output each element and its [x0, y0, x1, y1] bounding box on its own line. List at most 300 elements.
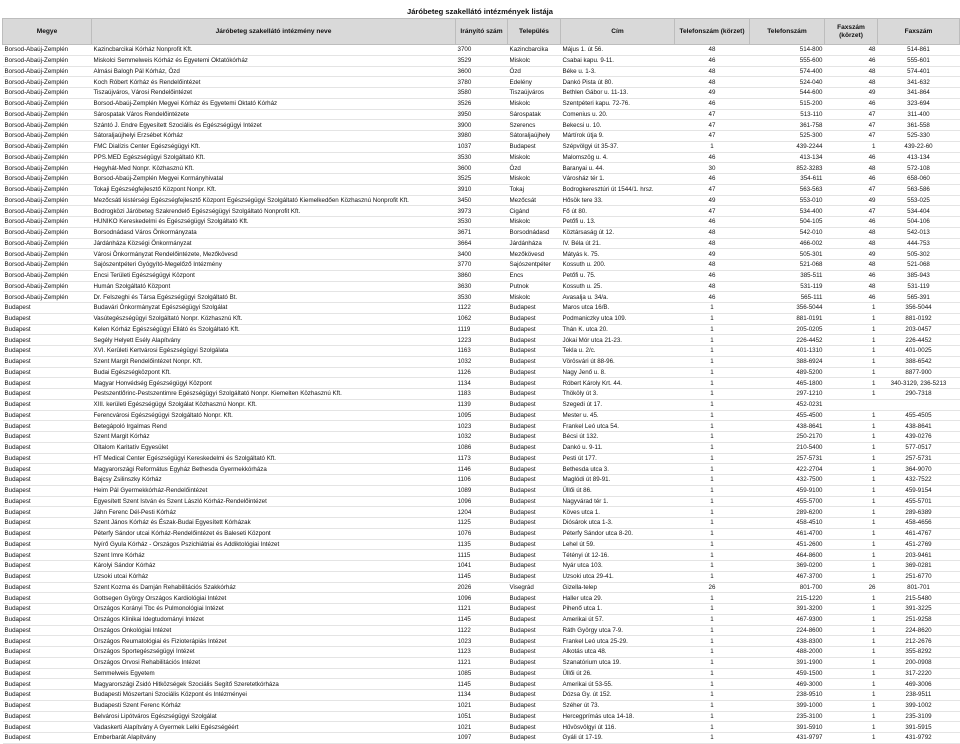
cell-telefon: 469-3000 [750, 679, 825, 690]
cell-telefon: 235-3100 [750, 711, 825, 722]
cell-telefon-korzet: 49 [675, 88, 750, 99]
cell-megye: Borsod-Abaúj-Zemplén [3, 109, 92, 120]
cell-fax-korzet: 49 [825, 249, 878, 260]
cell-fax-korzet: 1 [825, 324, 878, 335]
cell-telefon-korzet: 1 [675, 733, 750, 744]
cell-iranyitoszam: 3450 [456, 195, 508, 206]
cell-intezmeny: HUNIKO Kereskedelmi és Egészségügyi Szolgáltató Kft. [92, 217, 456, 228]
cell-fax: 565-391 [878, 292, 960, 303]
cell-intezmeny: Betegápoló Irgalmas Rend [92, 421, 456, 432]
cell-fax-korzet: 1 [825, 679, 878, 690]
cell-cim: Lehel út 59. [561, 539, 675, 550]
cell-fax-korzet: 1 [825, 700, 878, 711]
cell-telefon-korzet: 1 [675, 604, 750, 615]
cell-telefon: 361-758 [750, 120, 825, 131]
cell-telefon: 801-700 [750, 582, 825, 593]
header-cim: Cím [561, 19, 675, 45]
cell-iranyitoszam: 1106 [456, 475, 508, 486]
cell-megye: Borsod-Abaúj-Zemplén [3, 88, 92, 99]
cell-telefon: 369-0200 [750, 561, 825, 572]
cell-intezmeny: Jáhn Ferenc Dél-Pesti Kórház [92, 507, 456, 518]
cell-megye: Borsod-Abaúj-Zemplén [3, 163, 92, 174]
cell-cim: Maros utca 16/B. [561, 303, 675, 314]
cell-telepules: Budapest [508, 507, 561, 518]
table-row [3, 518, 960, 529]
cell-telefon: 542-010 [750, 227, 825, 238]
table-row [3, 109, 960, 120]
cell-telefon-korzet: 48 [675, 281, 750, 292]
cell-intezmeny: Szántó J. Endre Egyesített Szociális és Egészségügyi Intézet [92, 120, 456, 131]
table-row [3, 442, 960, 453]
cell-megye: Budapest [3, 421, 92, 432]
cell-telefon-korzet: 1 [675, 625, 750, 636]
cell-telefon: 210-5400 [750, 442, 825, 453]
cell-cim: Malomszög u. 4. [561, 152, 675, 163]
cell-telefon: 563-563 [750, 184, 825, 195]
table-row [3, 260, 960, 271]
cell-megye: Borsod-Abaúj-Zemplén [3, 184, 92, 195]
table-row [3, 131, 960, 142]
cell-fax: 341-864 [878, 88, 960, 99]
cell-intezmeny: Dr. Felszeghi és Társa Egészségügyi Szolgáltató Bt. [92, 292, 456, 303]
cell-fax-korzet: 1 [825, 442, 878, 453]
cell-telefon: 461-4700 [750, 528, 825, 539]
cell-telefon: 439-2244 [750, 141, 825, 152]
cell-cim: Róbert Károly Krt. 44. [561, 378, 675, 389]
table-row [3, 625, 960, 636]
table-row [3, 571, 960, 582]
cell-telefon: 455-5700 [750, 496, 825, 507]
cell-fax-korzet: 47 [825, 206, 878, 217]
cell-telefon: 451-2600 [750, 539, 825, 550]
cell-telepules: Budapest [508, 389, 561, 400]
cell-telefon: 391-5910 [750, 722, 825, 733]
cell-telefon-korzet: 1 [675, 303, 750, 314]
table-row [3, 217, 960, 228]
cell-telefon: 521-068 [750, 260, 825, 271]
cell-telepules: Budapest [508, 625, 561, 636]
cell-telepules: Edelény [508, 77, 561, 88]
cell-telefon: 224-8600 [750, 625, 825, 636]
cell-fax: 542-013 [878, 227, 960, 238]
cell-telefon-korzet: 1 [675, 496, 750, 507]
table-row [3, 539, 960, 550]
cell-telepules: Budapest [508, 593, 561, 604]
table-row [3, 378, 960, 389]
cell-telefon-korzet: 1 [675, 668, 750, 679]
cell-megye: Budapest [3, 550, 92, 561]
cell-intezmeny: Nyírő Gyula Kórház - Országos Pszichiátriai és Addiktológiai Intézet [92, 539, 456, 550]
cell-intezmeny: Szent Margit Kórház [92, 432, 456, 443]
cell-cim: Dózsa Gy. út 152. [561, 690, 675, 701]
cell-fax-korzet: 1 [825, 367, 878, 378]
cell-intezmeny: Budapesti Szent Ferenc Kórház [92, 700, 456, 711]
cell-cim: Péterfy Sándor utca 8-20. [561, 528, 675, 539]
cell-telefon-korzet: 1 [675, 593, 750, 604]
cell-cim: Petőfi u. 13. [561, 217, 675, 228]
cell-cim: Alkotás utca 48. [561, 647, 675, 658]
cell-telefon-korzet: 46 [675, 292, 750, 303]
cell-telepules: Miskolc [508, 292, 561, 303]
cell-telefon-korzet: 48 [675, 45, 750, 56]
cell-telefon-korzet: 1 [675, 313, 750, 324]
cell-cim: Pesti út 177. [561, 453, 675, 464]
cell-telefon-korzet: 1 [675, 324, 750, 335]
table-row [3, 88, 960, 99]
cell-cim: Vörösvári út 88-96. [561, 356, 675, 367]
cell-cim: Nyár utca 103. [561, 561, 675, 572]
cell-cim: Mester u. 45. [561, 410, 675, 421]
cell-telefon-korzet: 1 [675, 464, 750, 475]
page-title: Járóbeteg szakellátó intézmények listája [406, 7, 554, 16]
cell-iranyitoszam: 3600 [456, 163, 508, 174]
header-iranyitoszam: Irányító szám [456, 19, 508, 45]
cell-intezmeny: Országos Reumatológiai és Fizioterápiás Intézet [92, 636, 456, 647]
cell-intezmeny: Oltalom Karitatív Egyesület [92, 442, 456, 453]
cell-fax: 311-400 [878, 109, 960, 120]
cell-fax: 525-330 [878, 131, 960, 142]
cell-telepules: Budapest [508, 432, 561, 443]
cell-fax: 226-4452 [878, 335, 960, 346]
table-row [3, 550, 960, 561]
cell-cim: Jókai Mór utca 21-23. [561, 335, 675, 346]
table-row [3, 507, 960, 518]
cell-telepules: Budapest [508, 614, 561, 625]
cell-telefon: 544-600 [750, 88, 825, 99]
table-row [3, 281, 960, 292]
cell-telefon: 399-1000 [750, 700, 825, 711]
table-row [3, 227, 960, 238]
cell-megye: Budapest [3, 356, 92, 367]
table-row [3, 421, 960, 432]
cell-fax-korzet: 47 [825, 109, 878, 120]
cell-megye: Borsod-Abaúj-Zemplén [3, 227, 92, 238]
cell-telefon: 438-8641 [750, 421, 825, 432]
cell-fax-korzet: 1 [825, 378, 878, 389]
cell-iranyitoszam: 3780 [456, 77, 508, 88]
cell-telefon: 534-400 [750, 206, 825, 217]
header-intezmeny: Járóbeteg szakellátó intézmény neve [92, 19, 456, 45]
cell-telefon: 215-1220 [750, 593, 825, 604]
table-row [3, 657, 960, 668]
table-row [3, 647, 960, 658]
cell-fax: 451-2769 [878, 539, 960, 550]
cell-fax-korzet: 49 [825, 88, 878, 99]
cell-telepules: Budapest [508, 464, 561, 475]
cell-telefon-korzet: 1 [675, 614, 750, 625]
cell-fax-korzet: 46 [825, 174, 878, 185]
cell-telefon: 488-2000 [750, 647, 825, 658]
cell-megye: Budapest [3, 410, 92, 421]
cell-fax-korzet: 1 [825, 421, 878, 432]
cell-iranyitoszam: 1135 [456, 539, 508, 550]
cell-iranyitoszam: 1095 [456, 410, 508, 421]
cell-iranyitoszam: 1121 [456, 657, 508, 668]
cell-megye: Budapest [3, 657, 92, 668]
cell-telefon: 401-1310 [750, 346, 825, 357]
cell-telepules: Budapest [508, 647, 561, 658]
cell-fax-korzet: 1 [825, 496, 878, 507]
cell-iranyitoszam: 3973 [456, 206, 508, 217]
cell-intezmeny: Magyar Honvédség Egészségügyi Központ [92, 378, 456, 389]
cell-intezmeny: Bodrogközi Járóbeteg Szakrendelő Egészségügyi Szolgáltató Nonprofit Kft. [92, 206, 456, 217]
cell-fax [878, 399, 960, 410]
cell-telefon-korzet: 1 [675, 356, 750, 367]
cell-telefon: 565-111 [750, 292, 825, 303]
cell-intezmeny: Szent Kozma és Damján Rehabilitációs Szakkórház [92, 582, 456, 593]
cell-megye: Budapest [3, 432, 92, 443]
cell-fax: 577-0517 [878, 442, 960, 453]
cell-telefon: 459-1500 [750, 668, 825, 679]
cell-cim: Kossuth u. 25. [561, 281, 675, 292]
cell-intezmeny: HT Medical Center Egészségügyi Kereskedelmi és Szolgáltató Kft. [92, 453, 456, 464]
table-row [3, 270, 960, 281]
cell-megye: Budapest [3, 636, 92, 647]
table-row [3, 184, 960, 195]
cell-telefon-korzet: 1 [675, 399, 750, 410]
cell-iranyitoszam: 3526 [456, 98, 508, 109]
cell-telefon-korzet: 1 [675, 507, 750, 518]
cell-fax-korzet: 1 [825, 346, 878, 357]
cell-fax-korzet: 48 [825, 45, 878, 56]
cell-megye: Budapest [3, 378, 92, 389]
table-row [3, 238, 960, 249]
cell-megye: Borsod-Abaúj-Zemplén [3, 98, 92, 109]
cell-fax-korzet: 46 [825, 270, 878, 281]
cell-iranyitoszam: 1145 [456, 614, 508, 625]
cell-telepules: Budapest [508, 550, 561, 561]
table-row [3, 464, 960, 475]
cell-fax-korzet: 1 [825, 475, 878, 486]
cell-cim: Petőfi u. 75. [561, 270, 675, 281]
cell-telefon: 515-200 [750, 98, 825, 109]
cell-iranyitoszam: 1085 [456, 668, 508, 679]
cell-intezmeny: Vadaskerti Alapítvány A Gyermek Lelki Egészségéért [92, 722, 456, 733]
cell-megye: Borsod-Abaúj-Zemplén [3, 45, 92, 56]
cell-cim: Mátyás k. 75. [561, 249, 675, 260]
cell-fax-korzet: 1 [825, 389, 878, 400]
cell-telepules: Budapest [508, 453, 561, 464]
cell-megye: Budapest [3, 335, 92, 346]
cell-fax-korzet: 1 [825, 647, 878, 658]
cell-telepules: Mezőcsát [508, 195, 561, 206]
cell-intezmeny: Heim Pál Gyermekkórház-Rendelőintézet [92, 485, 456, 496]
table-row [3, 722, 960, 733]
header-fax: Faxszám [878, 19, 960, 45]
cell-fax: 432-7522 [878, 475, 960, 486]
cell-fax-korzet: 1 [825, 313, 878, 324]
cell-fax: 801-701 [878, 582, 960, 593]
table-row [3, 55, 960, 66]
cell-fax: 391-3225 [878, 604, 960, 615]
cell-telepules: Budapest [508, 561, 561, 572]
table-row [3, 389, 960, 400]
cell-fax: 224-8620 [878, 625, 960, 636]
cell-telefon: 466-002 [750, 238, 825, 249]
cell-fax-korzet: 1 [825, 733, 878, 744]
cell-megye: Budapest [3, 604, 92, 615]
cell-megye: Budapest [3, 582, 92, 593]
cell-intezmeny: Országos Sportegészségügyi Intézet [92, 647, 456, 658]
cell-fax-korzet: 47 [825, 184, 878, 195]
cell-telefon-korzet: 1 [675, 421, 750, 432]
cell-telefon: 553-010 [750, 195, 825, 206]
cell-iranyitoszam: 3530 [456, 152, 508, 163]
cell-fax: 251-6770 [878, 571, 960, 582]
cell-cim: Hősök tere 33. [561, 195, 675, 206]
cell-iranyitoszam: 1145 [456, 679, 508, 690]
cell-intezmeny: Országos Orvosi Rehabilitációs Intézet [92, 657, 456, 668]
table-row [3, 582, 960, 593]
cell-telepules: Budapest [508, 679, 561, 690]
cell-fax-korzet: 1 [825, 604, 878, 615]
cell-iranyitoszam: 3860 [456, 270, 508, 281]
cell-telefon: 354-611 [750, 174, 825, 185]
cell-telefon: 455-4500 [750, 410, 825, 421]
cell-fax-korzet: 1 [825, 432, 878, 443]
cell-fax: 563-586 [878, 184, 960, 195]
cell-telefon: 388-6924 [750, 356, 825, 367]
cell-telefon: 525-300 [750, 131, 825, 142]
cell-fax: 439-0276 [878, 432, 960, 443]
cell-fax: 290-7318 [878, 389, 960, 400]
cell-telepules: Budapest [508, 496, 561, 507]
table-row [3, 496, 960, 507]
cell-telefon: 459-9100 [750, 485, 825, 496]
cell-telepules: Budapest [508, 421, 561, 432]
cell-telepules: Borsodnádasd [508, 227, 561, 238]
cell-megye: Budapest [3, 593, 92, 604]
cell-fax: 439-22-60 [878, 141, 960, 152]
cell-telepules: Budapest [508, 313, 561, 324]
cell-intezmeny: Egyesített Szent István és Szent László Kórház-Rendelőintézet [92, 496, 456, 507]
cell-fax-korzet: 1 [825, 550, 878, 561]
cell-telefon-korzet: 1 [675, 679, 750, 690]
cell-fax-korzet: 48 [825, 260, 878, 271]
cell-iranyitoszam: 1023 [456, 421, 508, 432]
cell-iranyitoszam: 1096 [456, 496, 508, 507]
cell-intezmeny: Sátoraljaújhelyi Erzsébet Kórház [92, 131, 456, 142]
cell-telepules: Miskolc [508, 217, 561, 228]
cell-intezmeny: Budavári Önkormányzat Egészségügyi Szolgálat [92, 303, 456, 314]
cell-telepules: Budapest [508, 378, 561, 389]
cell-iranyitoszam: 1173 [456, 453, 508, 464]
cell-telefon-korzet: 1 [675, 432, 750, 443]
cell-iranyitoszam: 1115 [456, 550, 508, 561]
cell-fax-korzet: 1 [825, 356, 878, 367]
cell-megye: Borsod-Abaúj-Zemplén [3, 292, 92, 303]
cell-iranyitoszam: 1122 [456, 303, 508, 314]
cell-intezmeny: Szent János Kórház és Észak-Budai Egyesített Kórházak [92, 518, 456, 529]
cell-telepules: Miskolc [508, 174, 561, 185]
cell-telefon: 513-110 [750, 109, 825, 120]
cell-telepules: Budapest [508, 733, 561, 744]
cell-telepules: Ózd [508, 163, 561, 174]
cell-iranyitoszam: 1097 [456, 733, 508, 744]
cell-telepules: Budapest [508, 657, 561, 668]
header-telepules: Település [508, 19, 561, 45]
cell-telefon-korzet: 46 [675, 98, 750, 109]
cell-fax-korzet: 46 [825, 292, 878, 303]
table-row [3, 356, 960, 367]
cell-telefon: 531-119 [750, 281, 825, 292]
cell-cim: Béke u. 1-3. [561, 66, 675, 77]
cell-telepules: Encs [508, 270, 561, 281]
cell-telefon-korzet: 26 [675, 582, 750, 593]
cell-intezmeny: Szent Imre Kórház [92, 550, 456, 561]
cell-intezmeny: Tokaji Egészségfejlesztő Központ Nonpr. Kft. [92, 184, 456, 195]
cell-telefon: 289-6200 [750, 507, 825, 518]
cell-fax: 438-8641 [878, 421, 960, 432]
cell-cim: Thán K. utca 20. [561, 324, 675, 335]
cell-fax-korzet: 26 [825, 582, 878, 593]
cell-cim: Fő út 80. [561, 206, 675, 217]
cell-iranyitoszam: 3529 [456, 55, 508, 66]
cell-fax-korzet: 1 [825, 335, 878, 346]
cell-iranyitoszam: 1021 [456, 722, 508, 733]
cell-telepules: Ózd [508, 66, 561, 77]
cell-iranyitoszam: 3525 [456, 174, 508, 185]
cell-iranyitoszam: 1032 [456, 356, 508, 367]
cell-telefon-korzet: 47 [675, 109, 750, 120]
cell-iranyitoszam: 1032 [456, 432, 508, 443]
cell-fax-korzet: 1 [825, 485, 878, 496]
table-row [3, 733, 960, 744]
cell-fax: 203-0457 [878, 324, 960, 335]
cell-intezmeny: Károlyi Sándor Kórház [92, 561, 456, 572]
table-row [3, 636, 960, 647]
cell-telefon-korzet: 1 [675, 485, 750, 496]
cell-cim: Podmaniczky utca 109. [561, 313, 675, 324]
cell-fax-korzet: 47 [825, 120, 878, 131]
cell-telepules: Budapest [508, 475, 561, 486]
cell-cim: Gizella-telep [561, 582, 675, 593]
cell-megye: Borsod-Abaúj-Zemplén [3, 120, 92, 131]
cell-fax-korzet: 1 [825, 657, 878, 668]
cell-telefon: 413-134 [750, 152, 825, 163]
cell-telepules: Budapest [508, 303, 561, 314]
cell-iranyitoszam: 3400 [456, 249, 508, 260]
header-megye: Megye [3, 19, 92, 45]
institutions-table [2, 18, 960, 744]
cell-megye: Budapest [3, 647, 92, 658]
cell-fax: 658-060 [878, 174, 960, 185]
cell-intezmeny: Sajószentpéteri Gyógyító-Megelőző Intézmény [92, 260, 456, 271]
cell-iranyitoszam: 1134 [456, 378, 508, 389]
cell-fax: 8877-900 [878, 367, 960, 378]
cell-cim: Hűvösvölgyi út 116. [561, 722, 675, 733]
cell-megye: Borsod-Abaúj-Zemplén [3, 217, 92, 228]
cell-telepules: Tokaj [508, 184, 561, 195]
cell-intezmeny: Kelen Kórház Egészségügyi Ellátó és Szolgáltató Kft. [92, 324, 456, 335]
cell-fax: 317-2220 [878, 668, 960, 679]
cell-megye: Budapest [3, 711, 92, 722]
cell-fax: 391-5915 [878, 722, 960, 733]
cell-megye: Budapest [3, 625, 92, 636]
cell-fax-korzet: 46 [825, 98, 878, 109]
cell-intezmeny: Mezőcsáti kistérségi Egészségfejlesztő Központ Egészségügyi Szolgáltató Kiemelkedően Közhasznú Nonprofit Kft. [92, 195, 456, 206]
cell-telefon: 452-0231 [750, 399, 825, 410]
cell-cim: Bodrogkeresztúri út 1544/1. hrsz. [561, 184, 675, 195]
cell-intezmeny: Hegyhát-Med Nonpr. Közhasznú Kft. [92, 163, 456, 174]
cell-cim: Pihenő utca 1. [561, 604, 675, 615]
cell-intezmeny: XIII. kerületi Egészségügyi Szolgálat Közhasznú Nonpr. Kft. [92, 399, 456, 410]
cell-fax-korzet: 1 [825, 636, 878, 647]
cell-fax-korzet: 46 [825, 152, 878, 163]
cell-intezmeny: Borsod-Abaúj-Zemplén Megyei Kórház és Egyetemi Oktató Kórház [92, 98, 456, 109]
cell-megye: Borsod-Abaúj-Zemplén [3, 77, 92, 88]
cell-megye: Budapest [3, 679, 92, 690]
